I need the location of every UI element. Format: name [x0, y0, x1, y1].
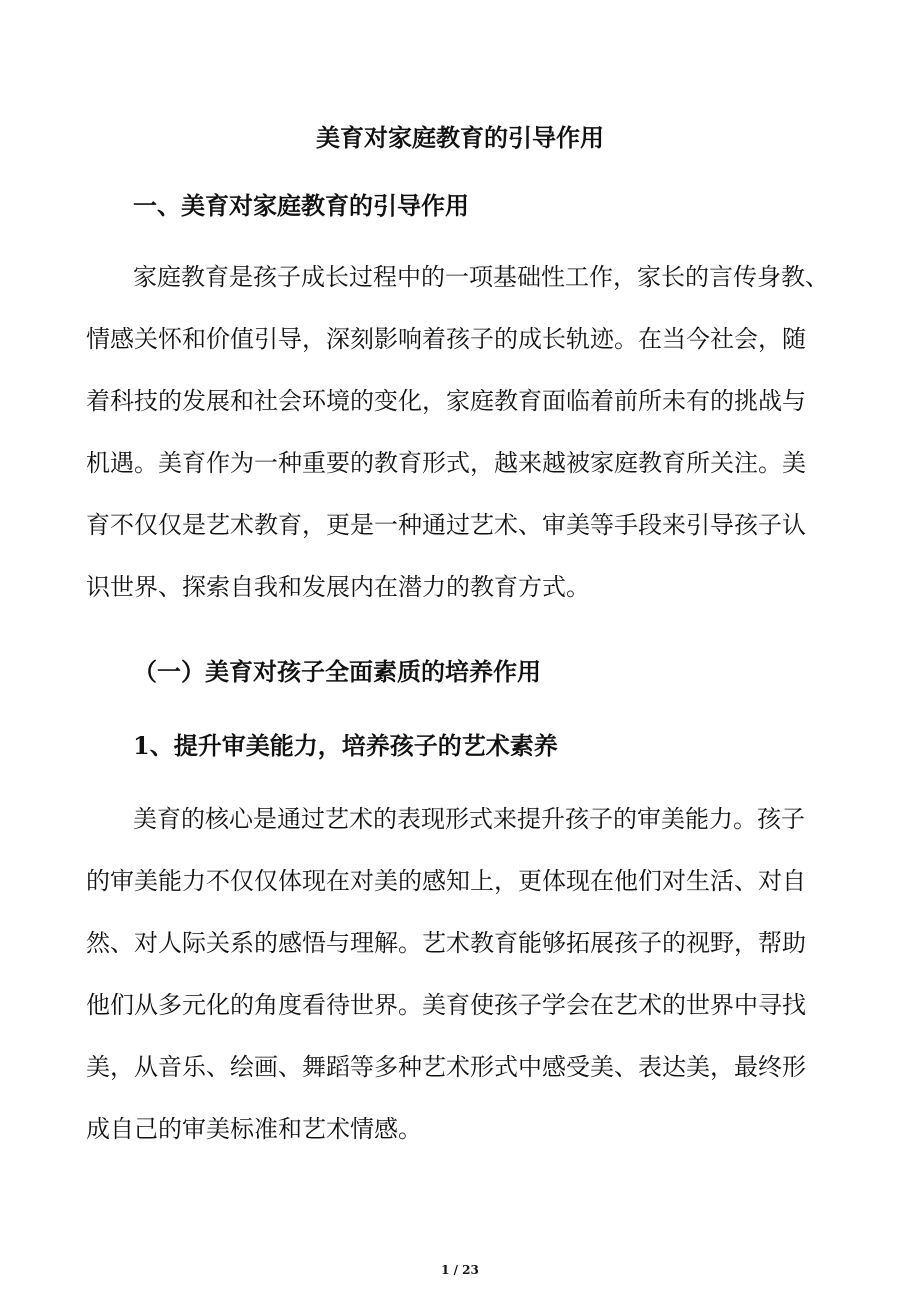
- paragraph-line: 然、对人际关系的感悟与理解。艺术教育能够拓展孩子的视野，帮助: [86, 929, 806, 957]
- section-heading: 一、美育对家庭教育的引导作用: [133, 191, 469, 220]
- paragraph-line: 育不仅仅是艺术教育，更是一种通过艺术、审美等手段来引导孩子认: [86, 511, 806, 539]
- paragraph-line: 着科技的发展和社会环境的变化，家庭教育面临着前所未有的挑战与: [86, 387, 806, 415]
- paragraph-line: 机遇。美育作为一种重要的教育形式，越来越被家庭教育所关注。美: [86, 449, 806, 477]
- paragraph-line: 家庭教育是孩子成长过程中的一项基础性工作，家长的言传身教、: [133, 263, 829, 291]
- paragraph-line: 情感关怀和价值引导，深刻影响着孩子的成长轨迹。在当今社会，随: [86, 325, 806, 353]
- paragraph-line: 美育的核心是通过艺术的表现形式来提升孩子的审美能力。孩子: [133, 805, 805, 833]
- subsection-heading: （一）美育对孩子全面素质的培养作用: [133, 657, 541, 686]
- paragraph-aesthetic: [86, 788, 866, 1160]
- paragraph-line: 识世界、探索自我和发展内在潜力的教育方式。: [86, 573, 590, 601]
- paragraph-intro: [86, 246, 866, 618]
- point-heading: 1、提升审美能力，培养孩子的艺术素养: [133, 731, 558, 760]
- paragraph-line: 的审美能力不仅仅体现在对美的感知上，更体现在他们对生活、对自: [86, 867, 806, 895]
- paragraph-line: 他们从多元化的角度看待世界。美育使孩子学会在艺术的世界中寻找: [86, 991, 806, 1019]
- document-title: 美育对家庭教育的引导作用: [316, 123, 604, 152]
- paragraph-line: 美，从音乐、绘画、舞蹈等多种艺术形式中感受美、表达美，最终形: [86, 1053, 806, 1081]
- paragraph-line: 成自己的审美标准和艺术情感。: [86, 1115, 422, 1143]
- page-number: 1 / 23: [441, 1263, 479, 1277]
